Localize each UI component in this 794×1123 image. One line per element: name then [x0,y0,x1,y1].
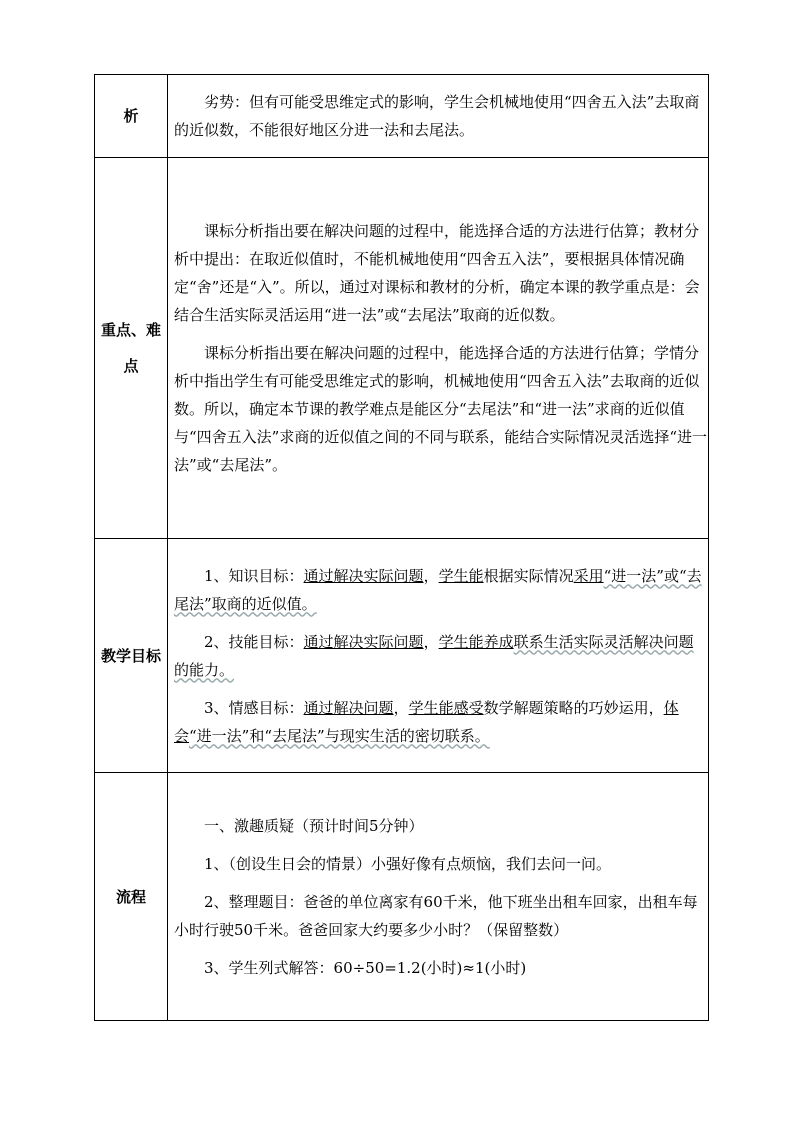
goal-underlined-text: 学生能 [438,566,484,585]
goals-content [168,539,709,773]
goal-skill [174,628,708,684]
process-step: 1、（创设生日会的情景）小强好像有点烦恼，我们去问一问。 [204,854,612,873]
goal-underlined-text: 通过解决问题 [303,698,394,717]
goal-prefix: 1、知识目标： [204,566,304,585]
goal-prefix: 2、技能目标： [204,632,304,651]
process-step: 2、整理题目：爸爸的单位离家有60千米，他下班坐出租车回家，出租车每小时行驶50千米。爸爸回家大约要多少小时？（保留整数） [174,892,698,939]
goal-text: ， [423,566,439,585]
row-label-process: 流程 [95,773,168,1021]
row-label-goals: 教学目标 [95,539,168,773]
table-row-analysis [95,75,709,158]
process-content [168,773,709,1021]
goal-underlined-text: 体会 [174,698,679,745]
goal-text: “进一法”和“去尾法”与现实生活的密切联系。 [189,726,490,745]
goal-underlined-text: 学生能感受 [408,698,484,717]
row-label-key-points [95,158,168,539]
goal-prefix: 3、情感目标： [204,698,304,717]
goal-text: 根据实际情况 [483,566,574,585]
key-points-content [168,158,709,539]
goal-text: 联系生活实际灵活解决问题的能力。 [174,632,694,679]
process-step: 3、学生列式解答：60÷50=1.2(小时)≈1(小时) [204,958,527,977]
goal-underlined-text: 通过解决实际问题 [303,632,424,651]
difficulty-paragraph: 课标分析指出要在解决问题的过程中，能选择合适的方法进行估算；学情分析中指出学生有可能受思维定式的影响，机械地使用“四舍五入法”去取商的近似数。所以，确定本节课的教学难点是能区分“去尾法”和“进一法”求商的近似值与“四舍五入法”求商的近似值之间的不同与联系，能结合实际情况灵活选择“进一法”或“去尾法”。 [174,344,708,474]
row-label-analysis: 析 [95,75,168,158]
lesson-plan-table [94,74,709,1021]
key-points-label-text: 重点、难点 [100,321,161,375]
goal-text: “进一法”或“去尾法”取商的近似值。 [174,566,702,613]
goal-underlined-text: 采用 [573,566,604,585]
goal-text: ， [423,632,439,651]
goal-text: ， [393,698,409,717]
table-row-process [95,773,709,1021]
goal-emotion [174,694,708,750]
analysis-content [168,75,709,158]
goal-knowledge [174,562,708,618]
key-point-paragraph: 课标分析指出要在解决问题的过程中，能选择合适的方法进行估算；教材分析中提出：在取近似值时，不能机械地使用“四舍五入法”，要根据具体情况确定“舍”还是“入”。所以，通过对课标和教材的分析，确定本课的教学重点是：会结合生活实际灵活运用“进一法”或“去尾法”取商的近似数。 [174,222,700,324]
goal-text: 数学解题策略的巧妙运用， [483,698,664,717]
table-row-key-points [95,158,709,539]
table-row-goals [95,539,709,773]
analysis-paragraph: 劣势：但有可能受思维定式的影响，学生会机械地使用“四舍五入法”去取商的近似数，不能很好地区分进一法和去尾法。 [174,93,700,139]
process-step: 一、激趣质疑（预计时间5分钟） [204,816,424,835]
goal-underlined-text: 学生能养成 [438,632,514,651]
goal-underlined-text: 通过解决实际问题 [303,566,424,585]
